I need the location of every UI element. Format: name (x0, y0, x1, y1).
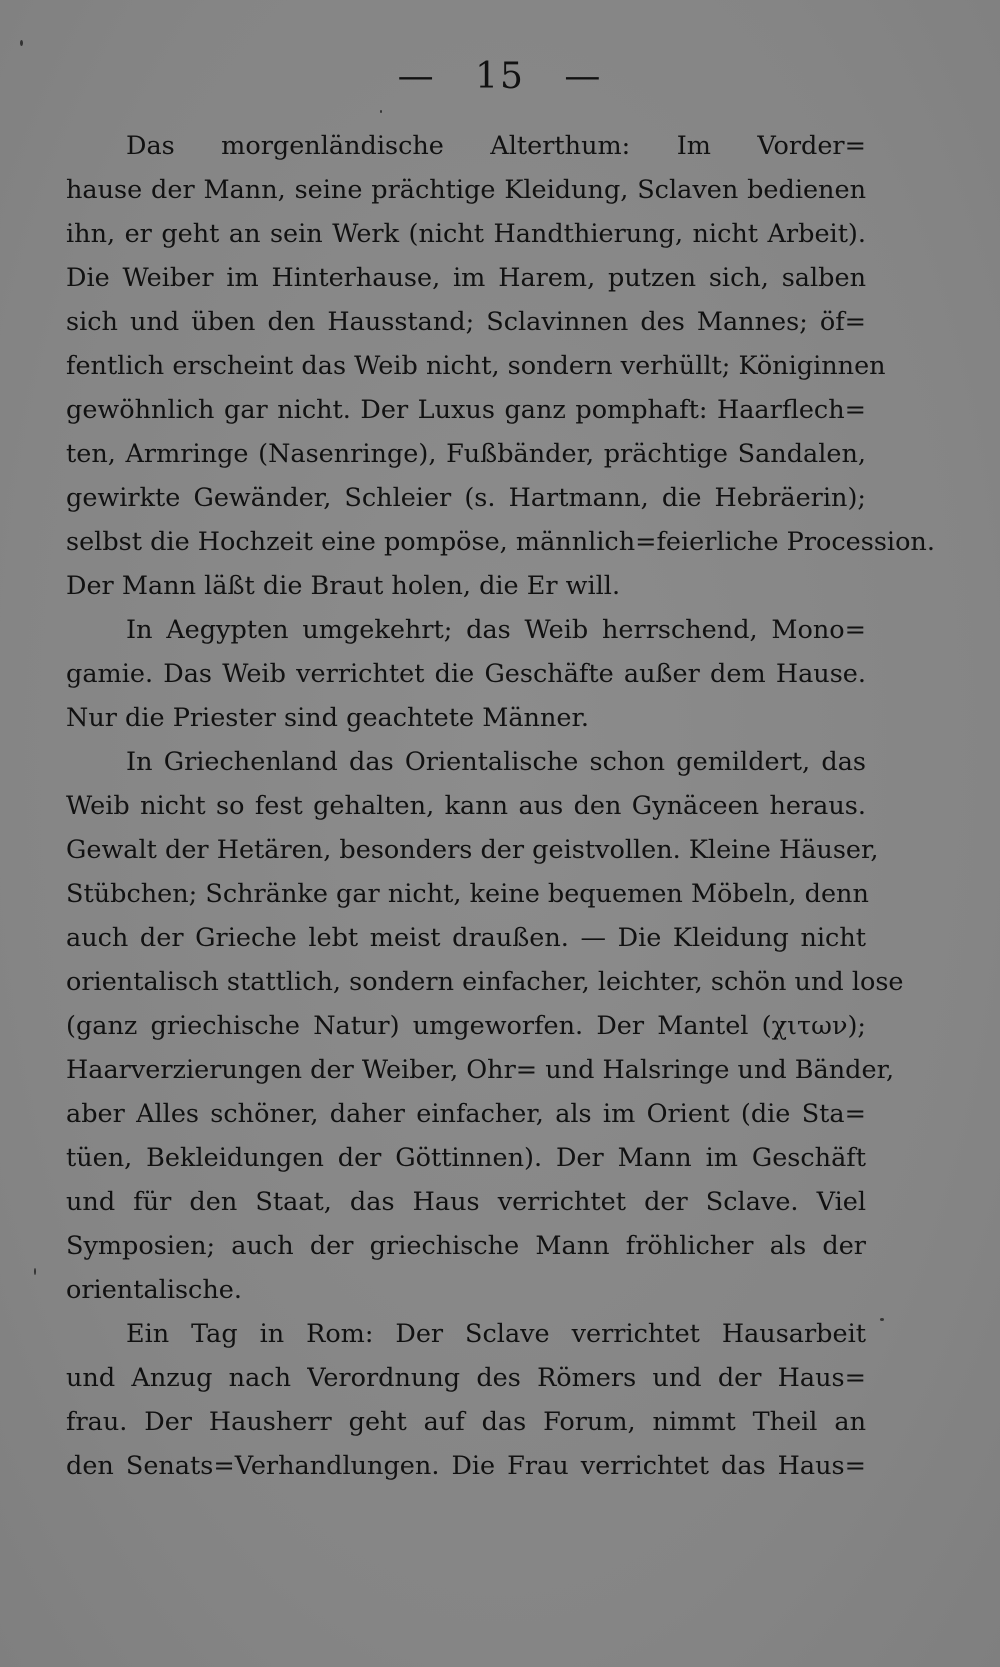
text-line: Symposien; auch der griechische Mann fröhlicher als der (66, 1231, 866, 1261)
text-line: Stübchen; Schränke gar nicht, keine bequemen Möbeln, denn (66, 879, 869, 909)
text-line: orientalische. (66, 1275, 242, 1305)
text-line: Die Weiber im Hinterhause, im Harem, putzen sich, salben (66, 263, 866, 293)
text-line: Weib nicht so fest gehalten, kann aus den Gynäceen heraus. (66, 791, 866, 821)
text-line: Haarverzierungen der Weiber, Ohr= und Halsringe und Bänder, (66, 1055, 895, 1085)
text-line: selbst die Hochzeit eine pompöse, männlich=feierliche Procession. (66, 527, 935, 557)
text-line: ten, Armringe (Nasenringe), Fußbänder, prächtige Sandalen, (66, 439, 866, 469)
text-line: aber Alles schöner, daher einfacher, als im Orient (die Sta= (66, 1099, 866, 1129)
text-line: Ein Tag in Rom: Der Sclave verrichtet Hausarbeit (126, 1319, 866, 1349)
page-number: 15 (475, 56, 525, 97)
header-dash-left: — (397, 56, 436, 97)
text-line: In Griechenland das Orientalische schon gemildert, das (126, 747, 866, 777)
scan-speck (34, 1268, 36, 1275)
paragraph-greece (66, 740, 904, 1312)
text-line: orientalisch stattlich, sondern einfacher, leichter, schön und lose (66, 967, 904, 997)
text-line: hause der Mann, seine prächtige Kleidung, Sclaven bedienen (66, 175, 866, 205)
text-line: und für den Staat, das Haus verrichtet der Sclave. Viel (66, 1187, 866, 1217)
page-header (0, 56, 1000, 97)
text-line: fentlich erscheint das Weib nicht, sondern verhüllt; Königinnen (66, 351, 886, 381)
text-line: Gewalt der Hetären, besonders der geistvollen. Kleine Häuser, (66, 835, 879, 865)
header-dash-right: — (564, 56, 603, 97)
text-line: Nur die Priester sind geachtete Männer. (66, 703, 589, 733)
body-text (66, 124, 935, 1488)
text-line: In Aegypten umgekehrt; das Weib herrschend, Mono= (126, 615, 866, 645)
text-line: sich und üben den Hausstand; Sclavinnen des Mannes; öf= (66, 307, 866, 337)
scan-speck (20, 40, 23, 46)
paragraph-rome (66, 1312, 866, 1488)
paragraph-orient (66, 124, 935, 608)
text-line: Das morgenländische Alterthum: Im Vorder= (126, 131, 866, 161)
text-line: Der Mann läßt die Braut holen, die Er will. (66, 571, 621, 601)
text-line: ihn, er geht an sein Werk (nicht Handthierung, nicht Arbeit). (66, 219, 866, 249)
text-line: tüen, Bekleidungen der Göttinnen). Der Mann im Geschäft (66, 1143, 866, 1173)
paragraph-egypt (66, 608, 866, 740)
text-line: gewirkte Gewänder, Schleier (s. Hartmann, die Hebräerin); (66, 483, 866, 513)
scan-speck (380, 110, 382, 113)
text-line: (ganz griechische Natur) umgeworfen. Der Mantel (χιτων); (66, 1011, 866, 1041)
text-line: gamie. Das Weib verrichtet die Geschäfte außer dem Hause. (66, 659, 866, 689)
text-line: gewöhnlich gar nicht. Der Luxus ganz pomphaft: Haarflech= (66, 395, 866, 425)
text-line: auch der Grieche lebt meist draußen. — Die Kleidung nicht (66, 923, 866, 953)
scan-speck (880, 1318, 884, 1321)
text-line: den Senats=Verhandlungen. Die Frau verrichtet das Haus= (66, 1451, 866, 1481)
text-line: frau. Der Hausherr geht auf das Forum, nimmt Theil an (66, 1407, 866, 1437)
text-line: und Anzug nach Verordnung des Römers und der Haus= (66, 1363, 866, 1393)
